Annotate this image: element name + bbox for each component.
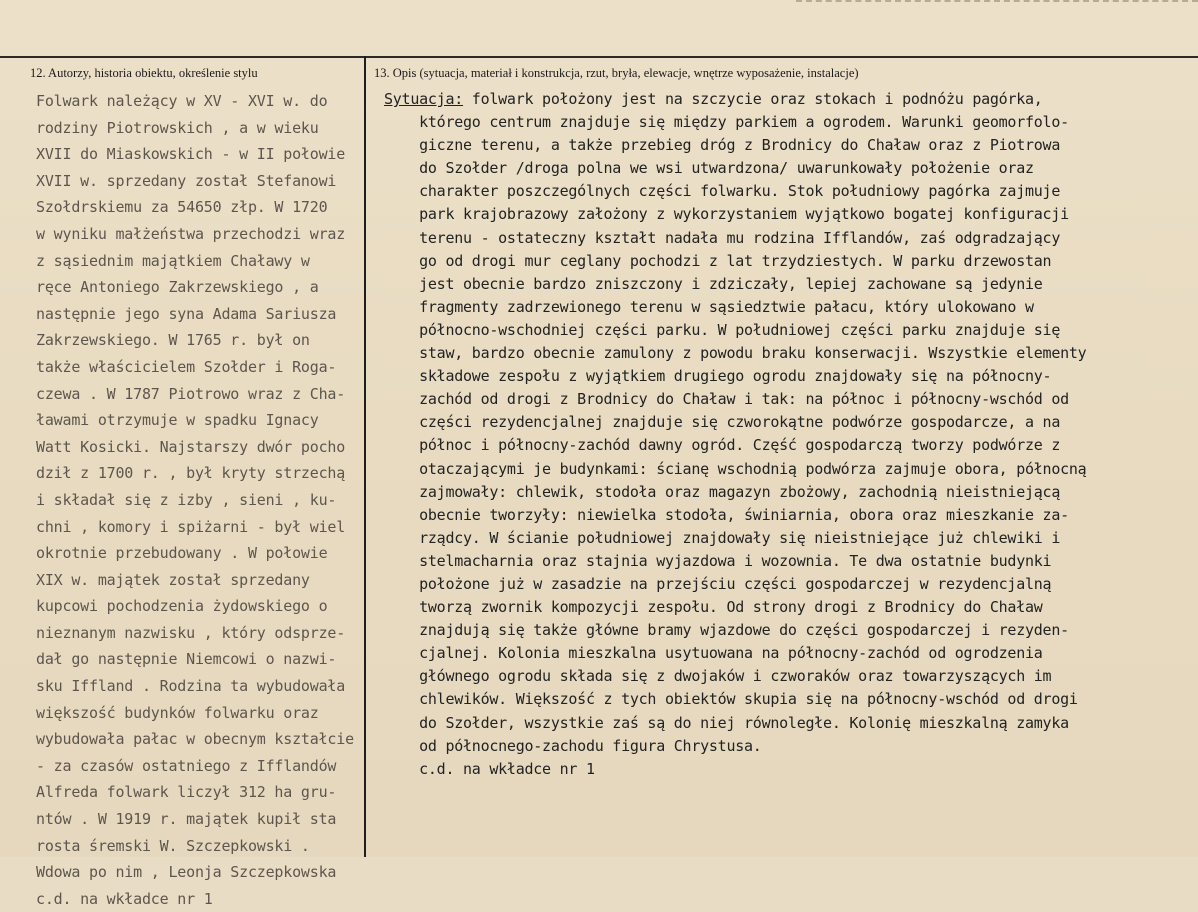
description-line: do Szołder, wszystkie zaś są do niej równoległe. Kolonię mieszkalną zamyka [384,713,1069,732]
description-line: cjalnej. Kolonia mieszkalna usytuowana na północny-zachód od ogrodzenia [384,644,1043,663]
history-line: XVII do Miaskowskich - w II połowie [36,145,346,164]
description-line: charakter poszczególnych części folwarku. Stok południowy pagórka zajmuje [384,182,1061,201]
description-line: c.d. na wkładce nr 1 [384,759,595,778]
description-line: chlewików. Większość z tych obiektów skupia się na północny-wschód od drogi [384,690,1078,709]
history-line: chni , komory i spiżarni - był wiel [36,517,346,536]
history-line: Zakrzewskiego. W 1765 r. był on [36,331,310,350]
history-line: ntów . W 1919 r. majątek kupił sta [36,810,337,829]
history-line: Watt Kosicki. Najstarszy dwór pocho [36,437,346,456]
history-line: rosta śremski W. Szczepkowski . [36,836,310,855]
description-line: staw, bardzo obecnie zamulony z powodu braku konserwacji. Wszystkie elementy [384,344,1087,363]
description-first-line [384,88,1184,111]
description-line: północno-wschodniej części parku. W południowej części parku znajduje się [384,320,1061,339]
description-line: fragmenty zadrzewionego terenu w sąsiedztwie pałacu, który ulokowano w [384,297,1034,316]
description-line: rządcy. W ścianie południowej znajdowały się nieistniejące już chlewiki i [384,528,1061,547]
history-column [36,88,376,912]
history-line: sku Iffland . Rodzina ta wybudowała [36,677,346,696]
history-line: rodziny Piotrowskich , a w wieku [36,118,319,137]
history-line: nieznanym nazwisku , który odsprze- [36,623,346,642]
description-line: którego centrum znajduje się między parkiem a ogrodem. Warunki geomorfolo- [384,113,1069,132]
history-line: okrotnie przebudowany . W połowie [36,544,328,563]
history-line: c.d. na wkładce nr 1 [36,889,213,908]
history-line: czewa . W 1787 Piotrowo wraz z Cha- [36,384,346,403]
history-line: - za czasów ostatniego z Ifflandów [36,756,337,775]
description-line: tworzą zwornik kompozycji zespołu. Od strony drogi z Brodnicy do Chaław [384,598,1043,617]
description-first-line-text: folwark położony jest na szczycie oraz stokach i podnóżu pagórka, [463,90,1043,108]
description-line: do Szołder /droga polna we wsi utwardzona/ uwarunkowały położenie oraz [384,159,1034,178]
section-12-heading: 12. Autorzy, historia obiektu, określenie stylu [30,66,258,80]
description-line: części rezydencjalnej znajduje się czworokątne podwórze gospodarcze, a na [384,413,1061,432]
history-line: ręce Antoniego Zakrzewskiego , a [36,278,319,297]
history-line: i składał się z izby , sieni , ku- [36,490,337,509]
description-line: północ i północny-zachód dawny ogród. Część gospodarczą tworzy podwórze z [384,436,1061,455]
description-column [384,88,1184,781]
description-line: składowe zespołu z wyjątkiem drugiego ogrodu znajdowały się na północny- [384,367,1052,386]
description-line: jest obecnie bardzo zniszczony i zdziczały, lepiej zachowane są jedynie [384,274,1043,293]
description-line: zachód od drogi z Brodnicy do Chaław i tak: na północ i północny-wschód od [384,390,1069,409]
history-line: Folwark należący w XV - XVI w. do [36,92,328,110]
history-line: dził z 1700 r. , był kryty strzechą [36,464,346,483]
horizontal-rule [0,56,1198,58]
history-line: ławami otrzymuje w spadku Ignacy [36,411,319,430]
perforation-marks [796,0,1198,8]
history-line: większość budynków folwarku oraz [36,703,319,722]
description-line: obecnie tworzyły: niewielka stodoła, świniarnia, obora oraz mieszkanie za- [384,505,1069,524]
description-line: od północnego-zachodu figura Chrystusa. [384,736,762,755]
history-line: z sąsiednim majątkiem Chaławy w [36,251,310,270]
history-line: XIX w. majątek został sprzedany [36,570,310,589]
description-line: stelmacharnia oraz stajnia wyjazdowa i wozownia. Te dwa ostatnie budynki [384,551,1052,570]
history-line: także właścicielem Szołder i Roga- [36,357,337,376]
description-line: znajdują się także główne bramy wjazdowe do części gospodarczej i rezyden- [384,621,1069,640]
history-line: dał go następnie Niemcowi o nazwi- [36,650,337,669]
description-line: położone już w zasadzie na przejściu części gospodarczej w rezydencjalną [384,574,1052,593]
history-line: XVII w. sprzedany został Stefanowi [36,171,337,190]
situation-label: Sytuacja: [384,90,464,108]
history-line: Szołdrskiemu za 54650 złp. W 1720 [36,198,328,217]
description-line: giczne terenu, a także przebieg dróg z Brodnicy do Chaław oraz z Piotrowa [384,136,1061,155]
history-line: kupcowi pochodzenia żydowskiego o [36,597,328,616]
description-line: park krajobrazowy założony z wykorzystaniem wyjątkowo bogatej konfiguracji [384,205,1069,224]
description-line: go od drogi mur ceglany pochodzi z lat trzydziestych. W parku drzewostan [384,251,1052,270]
section-13-heading: 13. Opis (sytuacja, materiał i konstrukcja, rzut, bryła, elewacje, wnętrze wyposażenie, instalacje) [374,66,859,80]
description-line: otaczającymi je budynkami: ścianę wschodnią podwórza zajmuje obora, północną [384,459,1087,478]
description-line: terenu - ostateczny kształt nadała mu rodzina Ifflandów, zaś odgradzający [384,228,1061,247]
description-line: zajmowały: chlewik, stodoła oraz magazyn zbożowy, zachodnią nieistniejącą [384,482,1061,501]
history-line: Wdowa po nim , Leonja Szczepkowska [36,863,337,882]
history-line: wybudowała pałac w obecnym kształcie [36,730,354,749]
history-line: w wyniku małżeństwa przechodzi wraz [36,224,346,243]
description-line: głównego ogrodu składa się z dwojaków i czworaków oraz towarzyszących im [384,667,1052,686]
history-line: następnie jego syna Adama Sariusza [36,304,337,323]
history-line: Alfreda folwark liczył 312 ha gru- [36,783,337,802]
